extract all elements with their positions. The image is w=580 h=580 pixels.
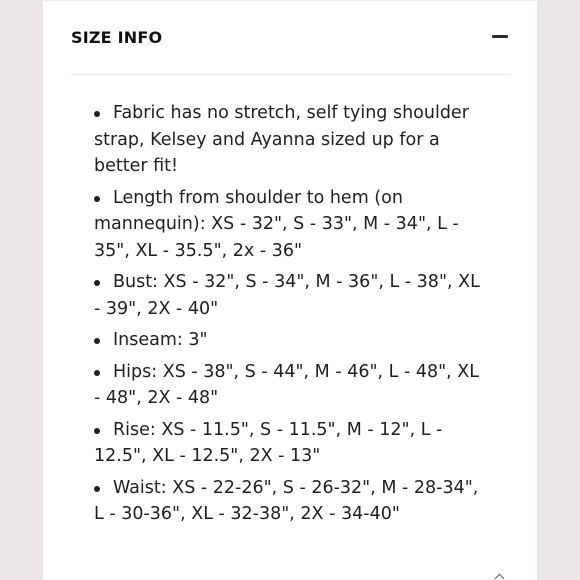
top-divider [43, 0, 537, 1]
size-info-accordion-header[interactable] [71, 14, 509, 60]
bullet-icon [94, 486, 100, 492]
size-info-card [43, 0, 537, 580]
list-item [94, 327, 484, 354]
list-item-text: Fabric has no stretch, self tying shoulder strap, Kelsey and Ayanna sized up for a better fit! [94, 103, 469, 176]
list-item-text: Bust: XS - 32", S - 34", M - 36", L - 38", XL - 39", 2X - 40" [94, 272, 480, 319]
bullet-icon [94, 338, 100, 344]
list-item-text: Inseam: 3" [113, 330, 208, 350]
bullet-icon [94, 196, 100, 202]
list-item [94, 100, 484, 180]
list-item [94, 475, 484, 528]
bullet-icon [94, 428, 100, 434]
size-info-list [94, 100, 484, 533]
list-item-text: Rise: XS - 11.5", S - 11.5", M - 12", L - 12.5", XL - 12.5", 2X - 13" [94, 419, 443, 466]
bullet-icon [94, 111, 100, 117]
list-item-text: Waist: XS - 22-26", S - 26-32", M - 28-34", L - 30-36", XL - 32-38", 2X - 34-40" [94, 477, 479, 524]
chevron-up-icon[interactable] [495, 574, 505, 580]
list-item [94, 185, 484, 265]
minus-icon[interactable] [491, 28, 509, 46]
list-item-text: Hips: XS - 38", S - 44", M - 46", L - 48", XL - 48", 2X - 48" [94, 361, 480, 408]
bullet-icon [94, 280, 100, 286]
section-title: SIZE INFO [71, 27, 163, 47]
bullet-icon [94, 370, 100, 376]
list-item [94, 417, 484, 470]
list-item [94, 359, 484, 412]
header-divider [71, 74, 509, 75]
list-item-text: Length from shoulder to hem (on mannequin): XS - 32", S - 33", M - 34", L - 35", XL - 35.5", 2x - 36" [94, 187, 459, 261]
list-item [94, 269, 484, 322]
